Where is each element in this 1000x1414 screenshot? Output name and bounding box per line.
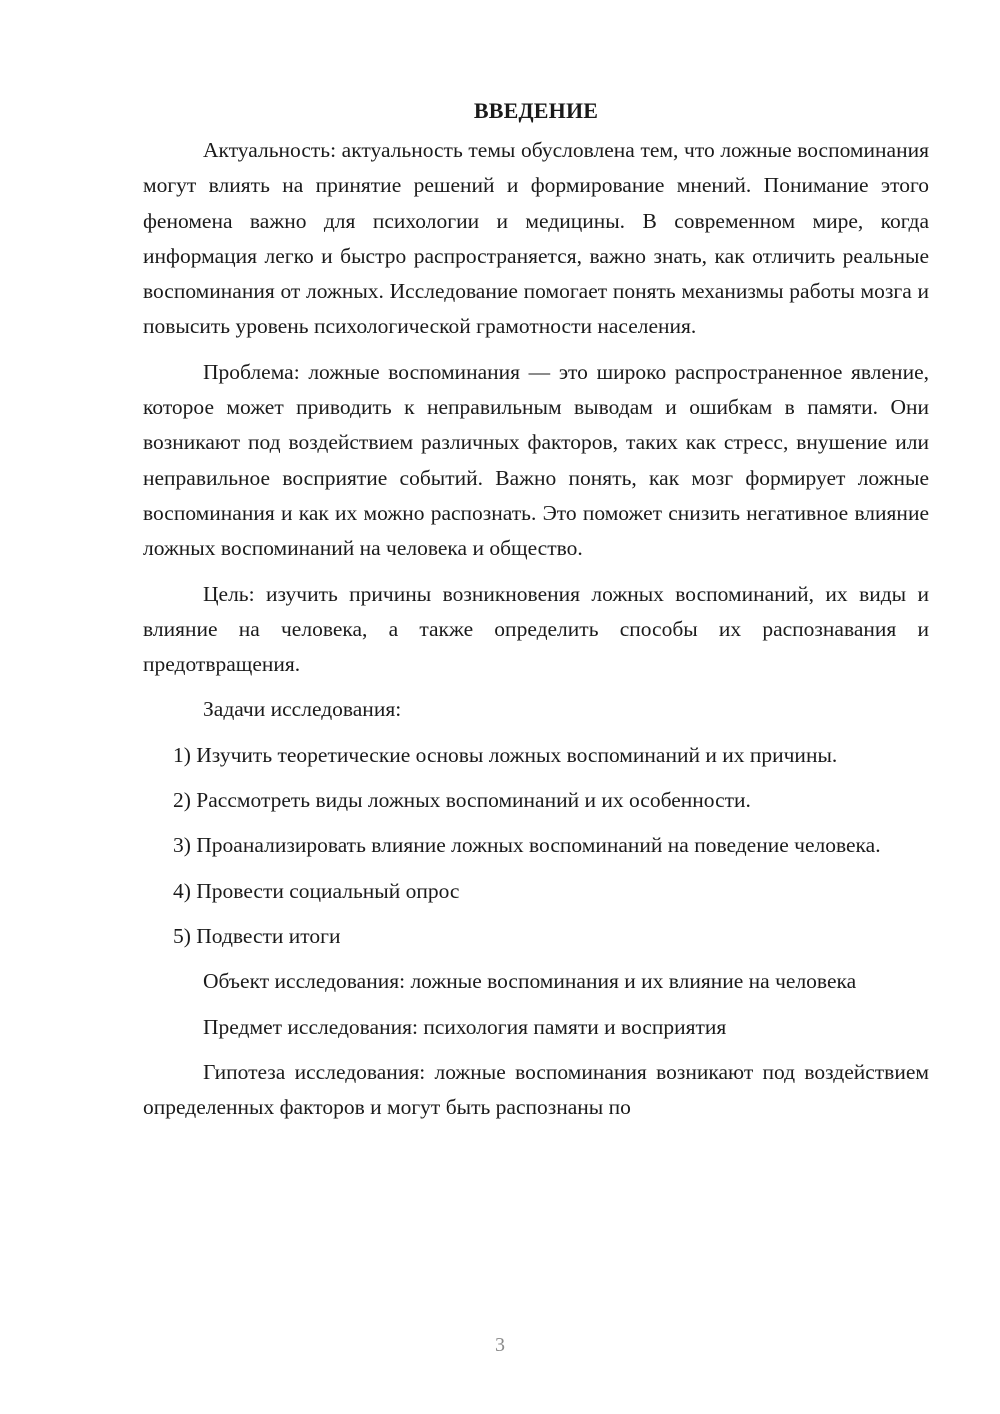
goal-paragraph: Цель: изучить причины возникновения ложных воспоминаний, их виды и влияние на человека, а также определить способы их распознавания и предотвращения.	[143, 581, 929, 677]
document-page	[143, 93, 929, 1135]
page-number: 3	[495, 1334, 505, 1356]
tasks-list	[143, 738, 929, 954]
object-paragraph: Объект исследования: ложные воспоминания и их влияние на человека	[203, 969, 857, 994]
relevance-paragraph: Актуальность: актуальность темы обусловлена тем, что ложные воспоминания могут влиять на принятие решений и формирование мнений. Понимание этого феномена важно для психологии и медицины. В современном мире, когда информация легко и быстро распространяется, важно знать, как отличить реальные воспоминания от ложных. Исследование помогает понять механизмы работы мозга и повысить уровень психологической грамотности населения.	[143, 138, 929, 339]
list-item: 2) Рассмотреть виды ложных воспоминаний и их особенности.	[173, 788, 751, 813]
page-title: ВВЕДЕНИЕ	[473, 98, 599, 123]
hypothesis-paragraph: Гипотеза исследования: ложные воспоминания возникают под воздействием определенных факторов и могут быть распознаны по	[143, 1059, 929, 1120]
list-item: 3) Проанализировать влияние ложных воспоминаний на поведение человека.	[173, 833, 881, 858]
list-item: 5) Подвести итоги	[173, 923, 341, 948]
problem-paragraph: Проблема: ложные воспоминания — это широко распространенное явление, которое может приводить к неправильным выводам и ошибкам в памяти. Они возникают под воздействием различных факторов, таких как стресс, внушение или неправильное восприятие событий. Важно понять, как мозг формирует ложные воспоминания и как их можно распознать. Это поможет снизить негативное влияние ложных воспоминаний на человека и общество.	[143, 359, 929, 561]
subject-paragraph: Предмет исследования: психология памяти и восприятия	[203, 1014, 727, 1039]
list-item: 4) Провести социальный опрос	[173, 878, 460, 903]
tasks-heading: Задачи исследования:	[203, 697, 402, 722]
list-item: 1) Изучить теоретические основы ложных воспоминаний и их причины.	[173, 742, 838, 767]
